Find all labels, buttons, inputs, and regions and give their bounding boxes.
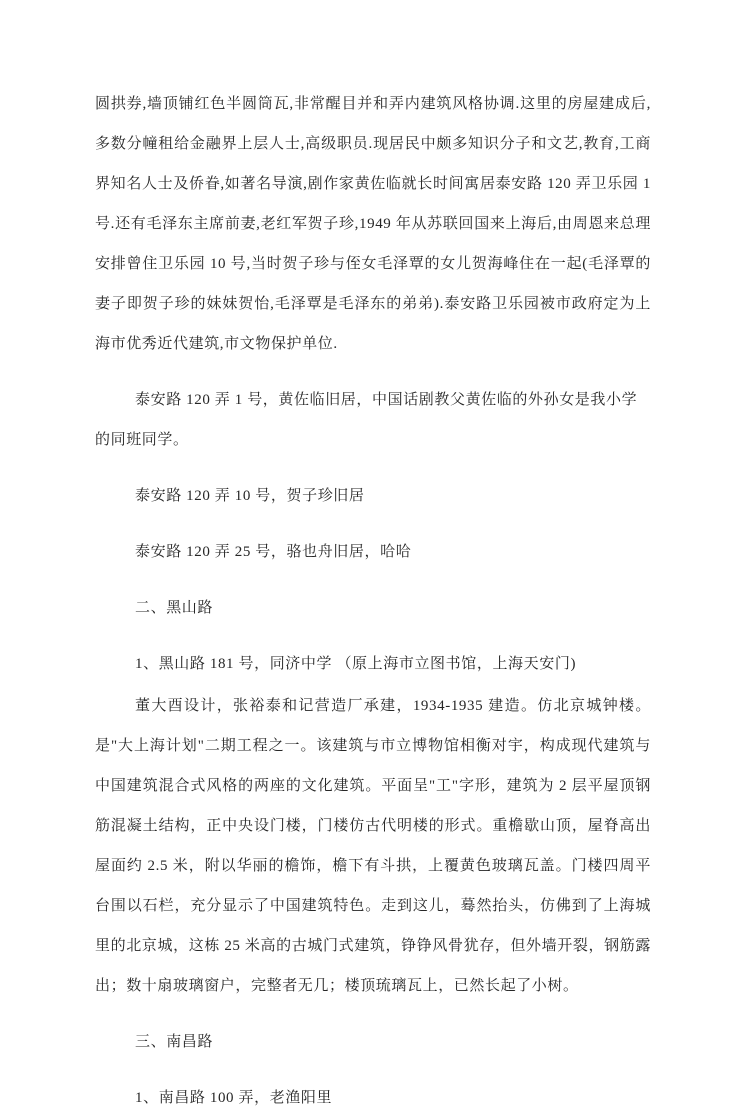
address-line-taian-120-10: 泰安路 120 弄 10 号，贺子珍旧居 <box>135 488 365 504</box>
paragraph-taian-road-description: 圆拱券,墙顶铺红色半圆筒瓦,非常醒目并和弄内建筑风格协调.这里的房屋建成后,多数分幢租给金融界上层人士,高级职员.现居民中颇多知识分子和文艺,教育,工商界知名人士及侨眷,如著名导演,剧作家黄佐临就长时间寓居泰安路 120 弄卫乐园 1 号.还有毛泽东主席前妻,老红军贺子珍,1949 年从苏联回国来上海后,由周恩来总理安排曾住卫乐园 10 号,当时贺子珍与侄女毛泽覃的女儿贺海峰住在一起(毛泽覃的妻子即贺子珍的妹妹贺怡,毛泽覃是毛泽东的弟弟).泰安路卫乐园被市政府定为上海市优秀近代建筑,市文物保护单位. <box>95 96 651 352</box>
section-heading-nanchang-road: 三、南昌路 <box>135 1034 214 1050</box>
address-line-taian-120-1: 泰安路 120 弄 1 号，黄佐临旧居，中国话剧教父黄佐临的外孙女是我小学的同班同学。 <box>95 392 638 448</box>
paragraph-heishan-building-description: 董大酉设计，张裕泰和记营造厂承建，1934-1935 建造。仿北京城钟楼。是"大上海计划"二期工程之一。该建筑与市立博物馆相衡对宇，构成现代建筑与中国建筑混合式风格的两座的文化建筑。平面呈"工"字形，建筑为 2 层平屋顶钢筋混凝土结构，正中央设门楼，门楼仿古代明楼的形式。重檐歇山顶，屋脊高出屋面约 2.5 米，附以华丽的檐饰，檐下有斗拱，上覆黄色玻璃瓦盖。门楼四周平台围以石栏，充分显示了中国建筑特色。走到这儿，蓦然抬头，仿佛到了上海城里的北京城，这栋 25 米高的古城门式建筑，铮铮风骨犹存，但外墙开裂，钢筋露出；数十扇玻璃窗户，完整者无几；楼顶琉璃瓦上，已然长起了小树。 <box>95 698 651 994</box>
numbered-line-nanchang-100: 1、南昌路 100 弄，老渔阳里 <box>135 1090 333 1106</box>
numbered-line-heishan-181: 1、黑山路 181 号，同济中学 （原上海市立图书馆，上海天安门) <box>135 656 577 672</box>
section-heading-heishan-road: 二、黑山路 <box>135 600 214 616</box>
address-line-taian-120-25: 泰安路 120 弄 25 号，骆也舟旧居，哈哈 <box>135 544 412 560</box>
